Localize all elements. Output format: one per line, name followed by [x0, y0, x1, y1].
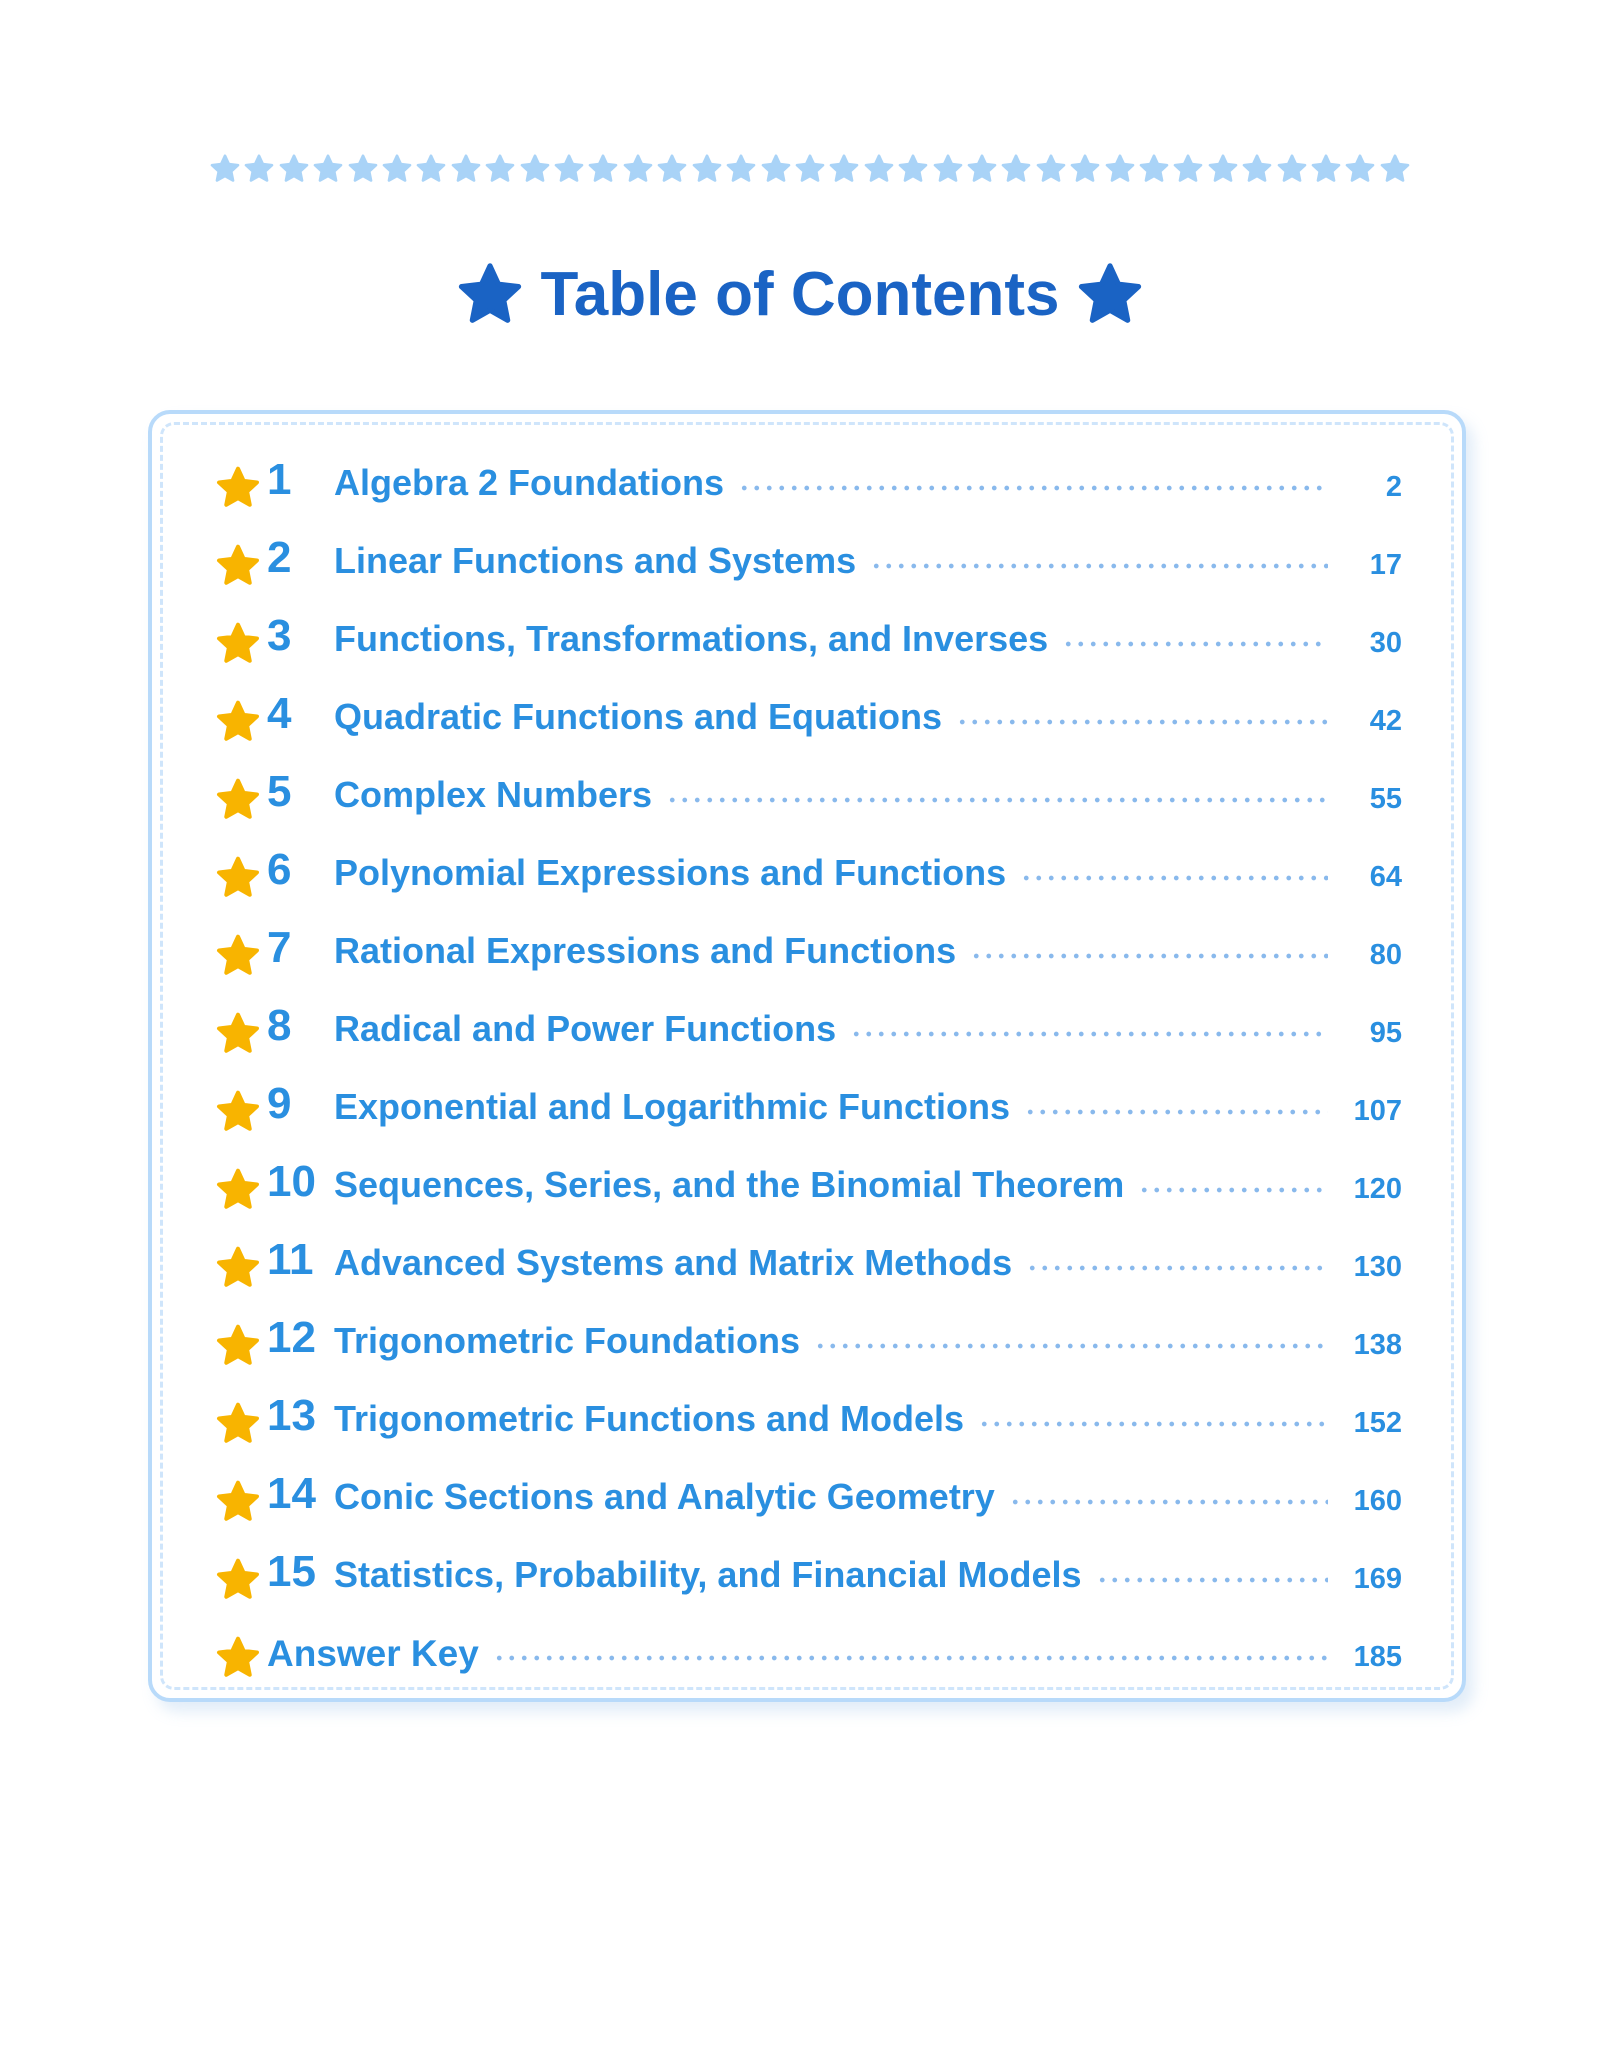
- star-icon: [795, 154, 825, 184]
- chapter-number: 14: [267, 1469, 316, 1518]
- page-number: 152: [1353, 1406, 1402, 1439]
- chapter-title: Rational Expressions and Functions: [334, 930, 957, 971]
- star-icon: [216, 1168, 260, 1212]
- chapter-title: Exponential and Logarithmic Functions: [334, 1086, 1011, 1127]
- star-icon: [216, 1480, 260, 1524]
- star-icon: [216, 1246, 260, 1290]
- star-icon: [451, 154, 481, 184]
- dot-leader: [956, 717, 1328, 727]
- toc-entry[interactable]: [216, 834, 1402, 912]
- star-icon: [761, 154, 791, 184]
- star-icon: [1036, 154, 1066, 184]
- star-icon: [1077, 262, 1143, 328]
- dot-leader: [970, 951, 1328, 961]
- toc-entry[interactable]: [216, 1302, 1402, 1380]
- page-title-row: [0, 252, 1600, 338]
- star-icon: [216, 466, 260, 510]
- dot-leader: [738, 483, 1328, 493]
- star-icon: [313, 154, 343, 184]
- star-icon: [554, 154, 584, 184]
- chapter-title: Conic Sections and Analytic Geometry: [334, 1476, 995, 1517]
- chapter-number: 5: [267, 767, 292, 816]
- dot-leader: [978, 1419, 1328, 1429]
- page-number: 185: [1353, 1640, 1402, 1673]
- star-icon: [216, 1636, 260, 1680]
- dot-leader: [1138, 1185, 1328, 1195]
- chapter-number: 4: [267, 689, 292, 738]
- star-icon: [216, 1402, 260, 1446]
- chapter-title: Functions, Transformations, and Inverses: [334, 618, 1049, 659]
- star-icon: [1105, 154, 1135, 184]
- star-icon: [1311, 154, 1341, 184]
- toc-entry[interactable]: [216, 912, 1402, 990]
- star-icon: [1139, 154, 1169, 184]
- dot-leader: [1024, 1107, 1328, 1117]
- dot-leader: [493, 1653, 1328, 1663]
- star-icon: [588, 154, 618, 184]
- page-title: Table of Contents: [540, 260, 1060, 329]
- page-number: 17: [1369, 548, 1402, 581]
- star-icon: [244, 154, 274, 184]
- toc-entry[interactable]: [216, 1224, 1402, 1302]
- star-icon: [216, 622, 260, 666]
- page-number: 95: [1369, 1016, 1402, 1049]
- chapter-title: Advanced Systems and Matrix Methods: [334, 1242, 1013, 1283]
- chapter-title: Sequences, Series, and the Binomial Theorem: [334, 1164, 1125, 1205]
- chapter-title: Answer Key: [267, 1632, 479, 1674]
- star-icon: [216, 1090, 260, 1134]
- dot-leader: [814, 1341, 1328, 1351]
- chapter-title: Linear Functions and Systems: [334, 540, 857, 581]
- star-icon: [485, 154, 515, 184]
- toc-entry[interactable]: [216, 444, 1402, 522]
- star-icon: [933, 154, 963, 184]
- star-icon: [726, 154, 756, 184]
- star-icon: [216, 544, 260, 588]
- star-icon: [216, 1012, 260, 1056]
- page-number: 138: [1353, 1328, 1402, 1361]
- star-icon: [457, 262, 523, 328]
- chapter-number: 6: [267, 845, 292, 894]
- star-icon: [416, 154, 446, 184]
- star-icon: [216, 778, 260, 822]
- chapter-title: Polynomial Expressions and Functions: [334, 852, 1007, 893]
- chapter-title: Algebra 2 Foundations: [334, 462, 725, 503]
- chapter-number: 3: [267, 611, 292, 660]
- page-number: 107: [1353, 1094, 1402, 1127]
- star-icon: [1345, 154, 1375, 184]
- page-number: 169: [1353, 1562, 1402, 1595]
- toc-entry[interactable]: [216, 756, 1402, 834]
- star-icon: [1380, 154, 1410, 184]
- chapter-number: 13: [267, 1391, 316, 1440]
- chapter-title: Radical and Power Functions: [334, 1008, 837, 1049]
- chapter-title: Trigonometric Functions and Models: [334, 1398, 965, 1439]
- chapter-title: Statistics, Probability, and Financial Models: [334, 1554, 1082, 1595]
- star-icon: [864, 154, 894, 184]
- chapter-number: 10: [267, 1157, 316, 1206]
- chapter-number: 8: [267, 1001, 292, 1050]
- star-icon: [279, 154, 309, 184]
- star-icon: [216, 856, 260, 900]
- toc-entry[interactable]: [216, 600, 1402, 678]
- star-icon: [348, 154, 378, 184]
- chapter-number: 12: [267, 1313, 316, 1362]
- star-icon: [210, 154, 240, 184]
- star-icon: [657, 154, 687, 184]
- toc-entry[interactable]: [216, 522, 1402, 600]
- dot-leader: [870, 561, 1328, 571]
- star-icon: [1173, 154, 1203, 184]
- star-icon: [382, 154, 412, 184]
- star-icon: [1277, 154, 1307, 184]
- star-icon: [216, 700, 260, 744]
- dot-leader: [1096, 1575, 1329, 1585]
- star-icon: [1208, 154, 1238, 184]
- star-icon: [967, 154, 997, 184]
- page-number: 42: [1369, 704, 1402, 737]
- star-icon: [898, 154, 928, 184]
- chapter-number: 9: [267, 1079, 292, 1128]
- star-icon: [216, 1324, 260, 1368]
- star-icon: [829, 154, 859, 184]
- page-number: 80: [1369, 938, 1402, 971]
- star-icon: [216, 1558, 260, 1602]
- star-icon: [1242, 154, 1272, 184]
- page-number: 30: [1369, 626, 1402, 659]
- dot-leader: [1062, 639, 1328, 649]
- dot-leader: [1026, 1263, 1328, 1273]
- star-icon: [520, 154, 550, 184]
- toc-entry[interactable]: [216, 1146, 1402, 1224]
- toc-list: [216, 444, 1402, 1692]
- star-icon: [692, 154, 722, 184]
- dot-leader: [1020, 873, 1328, 883]
- page-number: 55: [1369, 782, 1402, 815]
- toc-entry[interactable]: [216, 1458, 1402, 1536]
- page-number: 64: [1369, 860, 1402, 893]
- toc-entry[interactable]: [216, 678, 1402, 756]
- dot-leader: [1009, 1497, 1328, 1507]
- toc-entry[interactable]: [216, 1380, 1402, 1458]
- toc-entry-answer-key[interactable]: [216, 1614, 1402, 1692]
- chapter-number: 7: [267, 923, 292, 972]
- chapter-title: Trigonometric Foundations: [334, 1320, 800, 1361]
- page-number: 160: [1353, 1484, 1402, 1517]
- star-icon: [623, 154, 653, 184]
- page-number: 120: [1353, 1172, 1402, 1205]
- page-number: 2: [1385, 470, 1402, 503]
- chapter-number: 1: [267, 455, 292, 504]
- star-icon: [216, 934, 260, 978]
- dot-leader: [850, 1029, 1328, 1039]
- toc-entry[interactable]: [216, 1536, 1402, 1614]
- star-icon: [1001, 154, 1031, 184]
- chapter-number: 2: [267, 533, 292, 582]
- chapter-title: Quadratic Functions and Equations: [334, 696, 943, 737]
- chapter-number: 15: [267, 1547, 316, 1596]
- star-icon: [1070, 154, 1100, 184]
- toc-entry[interactable]: [216, 1068, 1402, 1146]
- toc-entry[interactable]: [216, 990, 1402, 1068]
- star-border: [210, 151, 1410, 187]
- chapter-number: 11: [267, 1235, 314, 1284]
- dot-leader: [666, 795, 1328, 805]
- chapter-title: Complex Numbers: [334, 774, 653, 815]
- page-number: 130: [1353, 1250, 1402, 1283]
